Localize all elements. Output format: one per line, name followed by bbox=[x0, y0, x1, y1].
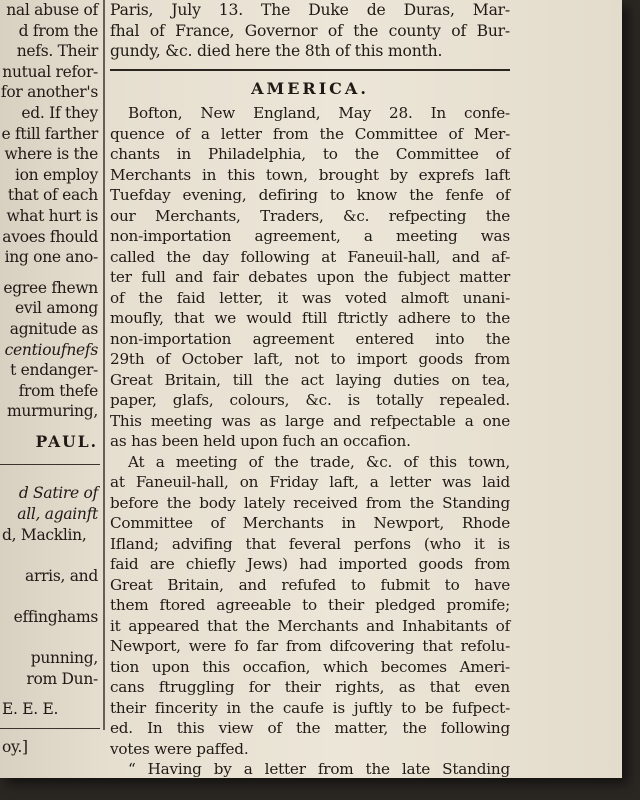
left-line bbox=[0, 545, 100, 566]
left-line: centioufnefs bbox=[4, 340, 98, 359]
article-line: Tuefday evening, defiring to know the fenfe of bbox=[110, 186, 510, 204]
article-line: tion upon this occafion, which becomes Ameri- bbox=[110, 657, 510, 676]
section-title: AMERICA. bbox=[251, 78, 369, 98]
article-line: At a meeting of the trade, &c. of this town, bbox=[128, 452, 510, 471]
article-line: “ Having by a letter from the late Standing bbox=[128, 760, 510, 778]
notice-line: fhal of France, Governor of the county of Bur- bbox=[110, 21, 510, 40]
article-line: them ftored agreeable to their pledged promife; bbox=[110, 596, 510, 614]
left-line: that of each bbox=[7, 186, 98, 205]
article-line: their fincerity in the caufe is juftly to be fufpect- bbox=[110, 698, 510, 717]
article-line: cans ftruggling for their rights, as that even bbox=[110, 678, 510, 696]
left-bottom-divider bbox=[0, 728, 100, 729]
left-line: nutual refor- bbox=[2, 62, 98, 81]
article-line: our Merchants, Traders, &c. refpecting the bbox=[110, 206, 510, 225]
left-line: avoes fhould bbox=[2, 227, 98, 246]
left-line: d, Macklin, bbox=[2, 525, 87, 544]
article-line: faid are chiefly Jews) had imported goods from bbox=[110, 555, 510, 573]
article-line: ed. In this view of the matter, the following bbox=[110, 719, 510, 737]
article-line: Bofton, New England, May 28. In confe- bbox=[128, 104, 510, 122]
article-line: Great Britain, till the act laying duties on tea, bbox=[110, 370, 510, 389]
notice-line: gundy, &c. died here the 8th of this month. bbox=[110, 42, 443, 60]
article-line: non-importation agreement, a meeting was bbox=[110, 227, 510, 245]
left-line bbox=[0, 586, 100, 607]
left-line: rom Dun- bbox=[26, 669, 98, 688]
left-line: all, againft bbox=[17, 505, 98, 524]
article-line: This meeting was as large and refpectable a one bbox=[110, 411, 510, 430]
left-mid-block bbox=[0, 278, 100, 422]
left-line: nefs. Their bbox=[16, 42, 98, 61]
paris-notice bbox=[110, 0, 510, 62]
left-footer: oy.] bbox=[2, 738, 28, 756]
article-line: it appeared that the Merchants and Inhabitants of bbox=[110, 616, 510, 635]
article-line: before the body lately received from the Standing bbox=[110, 493, 510, 512]
left-line: agnitude as bbox=[9, 319, 98, 338]
left-line: what hurt is bbox=[6, 206, 98, 225]
left-line: murmuring, bbox=[7, 402, 98, 421]
article-line: quence of a letter from the Committee of Mer- bbox=[110, 124, 510, 143]
left-heading: PAUL. bbox=[35, 431, 98, 451]
left-line: effinghams bbox=[13, 608, 98, 627]
right-column bbox=[110, 0, 510, 778]
left-line: where is the bbox=[4, 145, 98, 164]
left-line: arris, and bbox=[25, 566, 98, 585]
left-line: punning, bbox=[30, 649, 98, 668]
left-line: ion employ bbox=[14, 165, 98, 184]
article-line: ter full and fair debates upon the fubject matter bbox=[110, 268, 510, 286]
left-bottom-block bbox=[0, 483, 100, 689]
article-line: paper, glafs, colours, &c. is totally repealed. bbox=[110, 391, 510, 409]
article-line: Ifland; advifing that feveral perfons (who it is bbox=[110, 534, 510, 553]
article-line: of the faid letter, it was voted almoft unani- bbox=[110, 288, 510, 307]
left-signature: E. E. E. bbox=[2, 700, 59, 719]
article-paragraph-3 bbox=[110, 759, 510, 778]
left-line bbox=[0, 628, 100, 649]
article-line: 29th of October laft, not to import goods from bbox=[110, 350, 510, 368]
article-line: called the day following at Faneuil-hall, and af- bbox=[110, 247, 510, 266]
left-line: from thefe bbox=[18, 381, 98, 400]
article-line: at Faneuil-hall, on Friday laft, a letter was laid bbox=[110, 473, 510, 491]
left-line: ed. If they bbox=[21, 103, 98, 122]
left-line: e ftill farther bbox=[1, 124, 98, 143]
left-divider bbox=[0, 464, 100, 465]
left-line: d Satire of bbox=[18, 484, 98, 503]
article-line: moufly, that we would ftill ftrictly adhere to the bbox=[110, 309, 510, 327]
left-line: evil among bbox=[15, 299, 98, 318]
left-column bbox=[0, 0, 100, 778]
left-line: ing one ano- bbox=[4, 248, 98, 267]
article-line: Committee of Merchants in Newport, Rhode bbox=[110, 514, 510, 532]
article-paragraph-2 bbox=[110, 452, 510, 760]
article-line: votes were paffed. bbox=[110, 739, 249, 758]
left-line: d from the bbox=[18, 21, 98, 40]
article-paragraph-1 bbox=[110, 103, 510, 452]
left-line: nal abuse of bbox=[6, 1, 98, 19]
article-line: as has been held upon fuch an occafion. bbox=[110, 432, 411, 450]
notice-line: Paris, July 13. The Duke de Duras, Mar- bbox=[110, 1, 510, 19]
article-line: Newport, were fo far from difcovering that refolu- bbox=[110, 637, 510, 655]
left-top-block bbox=[0, 0, 100, 268]
column-rule bbox=[103, 0, 105, 730]
article-line: chants in Philadelphia, to the Committee of bbox=[110, 145, 510, 163]
left-line: for another's bbox=[0, 83, 98, 102]
left-line: egree fhewn bbox=[3, 278, 98, 297]
article-line: Merchants in this town, brought by exprefs laft bbox=[110, 165, 510, 184]
article-line: Great Britain, and refufed to fubmit to have bbox=[110, 575, 510, 594]
section-divider bbox=[110, 69, 510, 71]
left-line: t endanger- bbox=[10, 361, 98, 380]
article-line: non-importation agreement entered into the bbox=[110, 329, 510, 348]
